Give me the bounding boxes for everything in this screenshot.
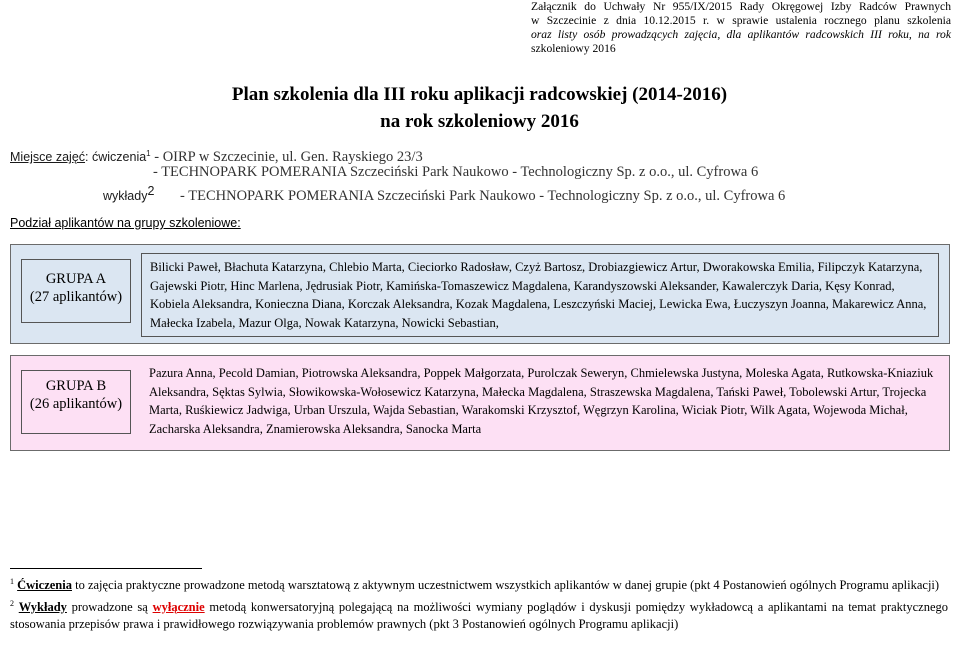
page-title: Plan szkolenia dla III roku aplikacji radcowskiej (2014-2016) [231,84,728,105]
group-a-label [21,259,131,323]
exercises-footnote-ref: 1 [146,149,151,158]
group-b-members: Pazura Anna, Pecold Damian, Piotrowska Aleksandra, Poppek Małgorzata, Purolczak Seweryn, Chmielewska Justyna, Moleska Agata, Rutkowska-Kniaziuk Aleksandra, Sęktas Sylwia, Słowikowska-Wołosewicz Katarzyna, Małecka Magdalena, Straszewska Magdalena, Tański Paweł, Tobolewski Artur, Trojecka Marta, Ruśkiewicz Jadwiga, Urban Urszula, Wajda Sebastian, Warakomski Krzysztof, Węgrzyn Karolina, Wiciak Piotr, Wilk Agata, Wojewoda Michał, Zacharska Aleksandra, Znamierowska Aleksandra, Sanocka Marta [149,366,934,436]
attachment-line-3: oraz listy osób prowadzących zajęcia, dla aplikantów radcowskich III roku, na rok [531,28,951,41]
attachment-line-2: w Szczecinie z dnia 10.12.2015 r. w sprawie ustalenia rocznego planu szkolenia [531,14,951,27]
footnote-1-term: Ćwiczenia [17,578,72,592]
attachment-line-4: szkoleniowy 2016 [531,42,616,55]
exercises-place-2: - TECHNOPARK POMERANIA Szczeciński Park Naukowo - Technologiczny Sp. z o.o., ul. Cyfrowa 6 [153,164,759,180]
group-b-box [10,355,950,451]
group-a-name: GRUPA A [45,271,107,287]
page-subtitle: na rok szkoleniowy 2016 [380,111,579,132]
division-label: Podział aplikantów na grupy szkoleniowe: [10,216,241,230]
group-a-members: Bilicki Paweł, Błachuta Katarzyna, Chlebio Marta, Cieciorko Radosław, Czyż Bartosz, Drobiazgiewicz Artur, Dworakowska Emilia, Filipczyk Katarzyna, Gajewski Piotr, Hinc Marlena, Jędrusiak Piotr, Kamińska-Tomaszewicz Magdalena, Karandyszowski Aleksander, Kawalerczyk Daria, Kęsy Konrad, Kobiela Aleksandra, Konieczna Diana, Korczak Aleksandra, Kozak Magdalena, Leszczyński Maciej, Lewicka Ewa, Łuczyszyn Joanna, Makarewicz Anna, Małecka Izabela, Mazur Olga, Nowak Katarzyna, Nowicki Sebastian, [141,253,939,337]
location-section: Miejsce zajęć: ćwiczenia$^1$ - OIRP w Szczecinie, ul. Gen. Rayskiego 23/3 - TECHNOPARK POMERANIA Szczeciński Park Naukowo - Technologiczny Sp. z o.o., ul. Cyfrowa 6 wykłady$^2$ - TECHNOPARK POMERANIA Szczeciński Park Naukowo - Technologiczny Sp. z o.o., ul. Cyfrowa 6 [10,149,786,204]
location-label: Miejsce zajęć [10,150,86,164]
footnotes [10,573,948,634]
exercises-label: ćwiczenia [91,150,147,164]
group-a-count: (27 aplikantów) [29,289,123,305]
footnote-2: $^2$ Wykłady prowadzone są wyłącznie metodą konwersatoryjną polegającą na możliwości wymiany poglądów i dyskusji pomiędzy wykładowcą a aplikantami na temat praktycznego stosowania przepisów prawa i prawidłowego rozwiązywania problemów prawnych (pkt 3 Postanowień ogólnych Programu aplikacji) [10,598,949,631]
lectures-footnote-ref: 2 [147,184,155,198]
footnote-2-term: Wykłady [18,599,67,614]
exercises-place-1: - OIRP w Szczecinie, ul. Gen. Rayskiego 23/3 [154,149,423,165]
footnote-1: $^1$ Ćwiczenia to zajęcia praktyczne prowadzone metodą warsztatową z aktywnym uczestnictwem wszystkich aplikantów w danej grupie (pkt 4 Postanowień ogólnych Programu aplikacji) [10,577,940,592]
group-b-label [21,370,131,434]
lectures-label: wykłady [103,189,148,203]
lectures-place: - TECHNOPARK POMERANIA Szczeciński Park Naukowo - Technologiczny Sp. z o.o., ul. Cyfrowa 6 [180,188,786,204]
group-b-name: GRUPA B [45,378,107,394]
footnote-2-emphasis: wyłącznie [152,599,205,614]
group-b-count: (26 aplikantów) [29,396,123,412]
footnote-separator [10,568,202,569]
group-a-box [10,244,950,344]
attachment-line-1: Załącznik do Uchwały Nr 955/IX/2015 Rady Okręgowej Izby Radców Prawnych [531,0,951,13]
attachment-header [531,0,951,56]
